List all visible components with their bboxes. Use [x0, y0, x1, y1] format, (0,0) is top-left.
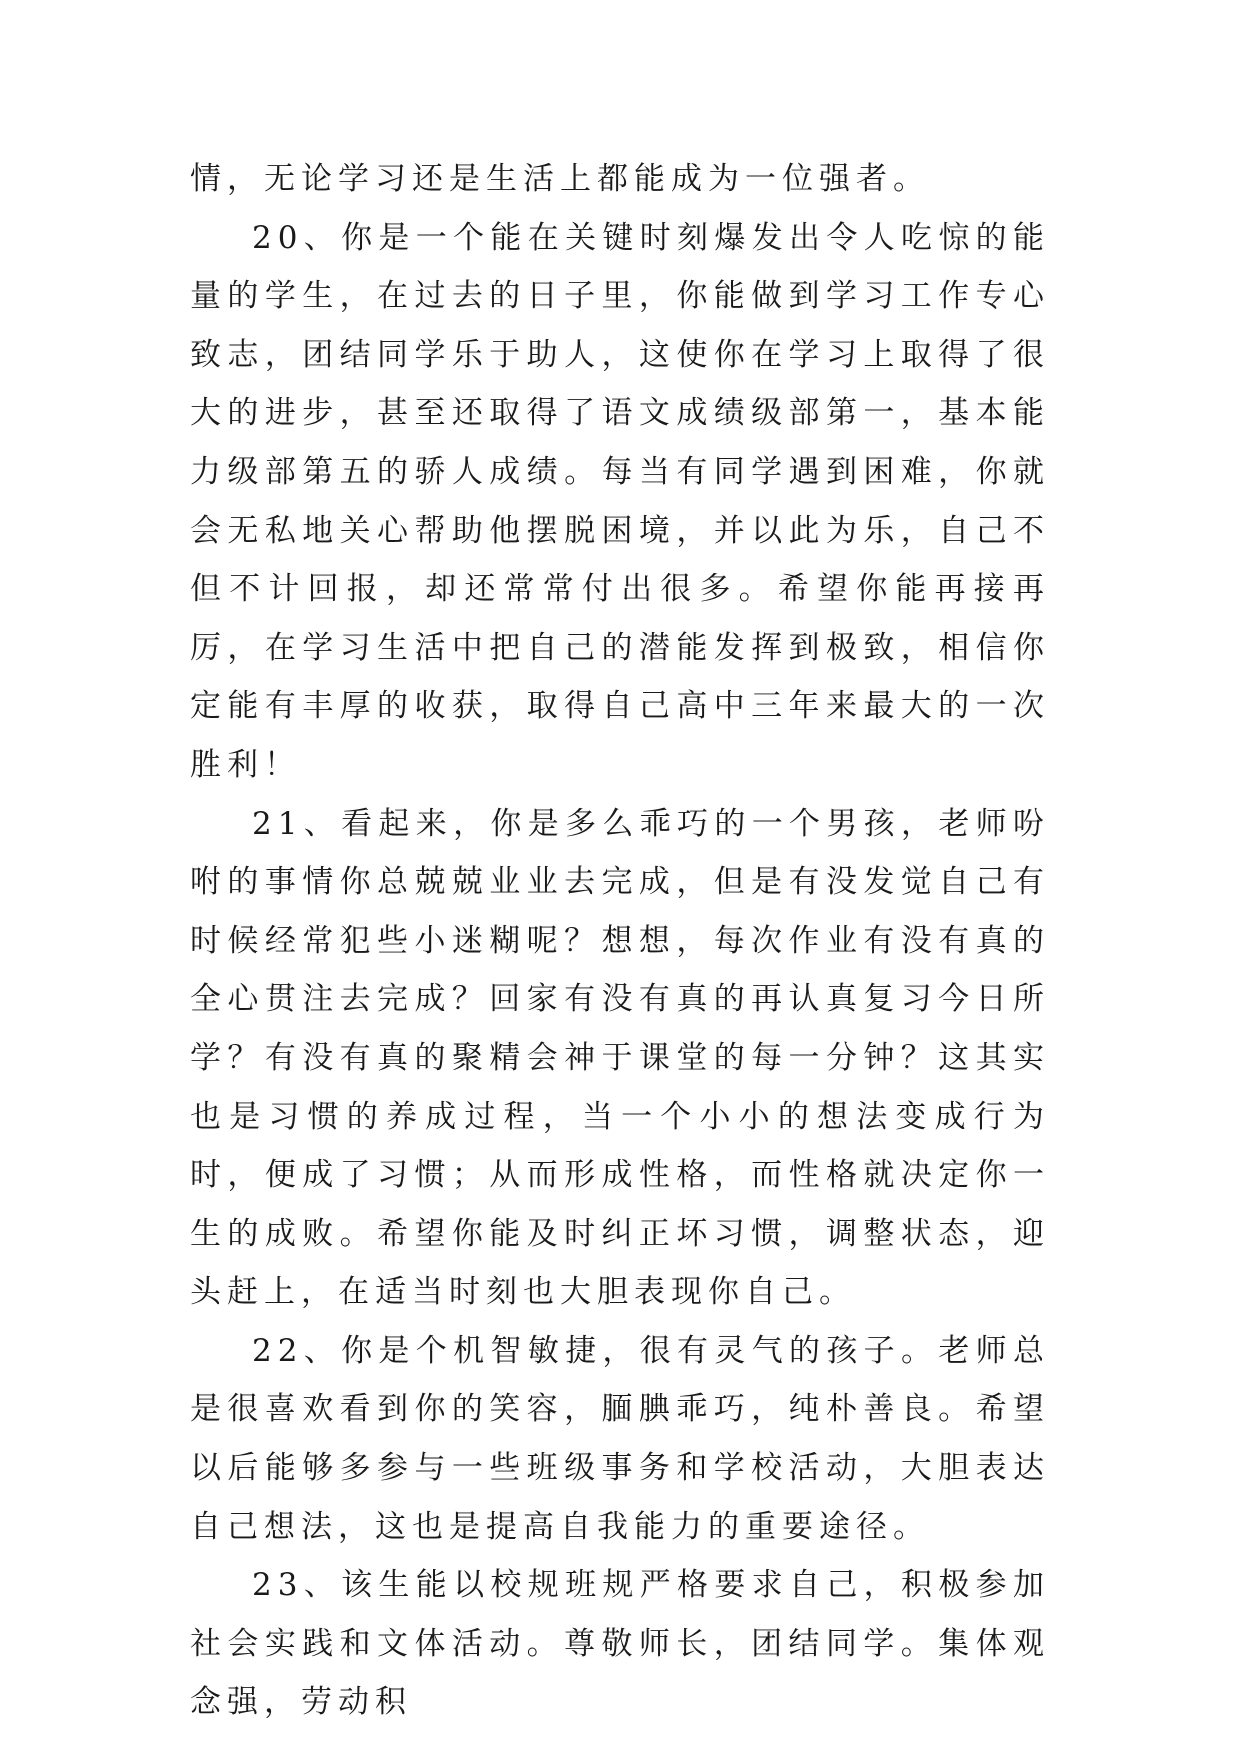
paragraph-comment-23: 23、该生能以校规班规严格要求自己，积极参加社会实践和文体活动。尊敬师长，团结同学。集体观念强，劳动积 — [190, 1567, 1050, 1721]
paragraph-comment-22: 22、你是个机智敏捷，很有灵气的孩子。老师总是很喜欢看到你的笑容，腼腆乖巧，纯朴善良。希望以后能够多参与一些班级事务和学校活动，大胆表达自己想法，这也是提高自我能力的重要途径。 — [190, 1332, 1050, 1545]
document-body — [190, 150, 1050, 1732]
paragraph-comment-20: 20、你是一个能在关键时刻爆发出令人吃惊的能量的学生，在过去的日子里，你能做到学习工作专心致志，团结同学乐于助人，这使你在学习上取得了很大的进步，甚至还取得了语文成绩级部第一，基本能力级部第五的骄人成绩。每当有同学遇到困难，你就会无私地关心帮助他摆脱困境，并以此为乐，自己不但不计回报，却还常常付出很多。希望你能再接再厉，在学习生活中把自己的潜能发挥到极致，相信你定能有丰厚的收获，取得自己高中三年来最大的一次胜利！ — [190, 219, 1050, 783]
paragraph-comment-21: 21、看起来，你是多么乖巧的一个男孩，老师吩咐的事情你总兢兢业业去完成，但是有没发觉自己有时候经常犯些小迷糊呢？想想，每次作业有没有真的全心贯注去完成？回家有没有真的再认真复习今日所学？有没有真的聚精会神于课堂的每一分钟？这其实也是习惯的养成过程，当一个小小的想法变成行为时，便成了习惯；从而形成性格，而性格就决定你一生的成败。希望你能及时纠正坏习惯，调整状态，迎头赶上，在适当时刻也大胆表现你自己。 — [190, 805, 1050, 1311]
paragraph-continuation: 情，无论学习还是生活上都能成为一位强者。 — [190, 161, 930, 197]
